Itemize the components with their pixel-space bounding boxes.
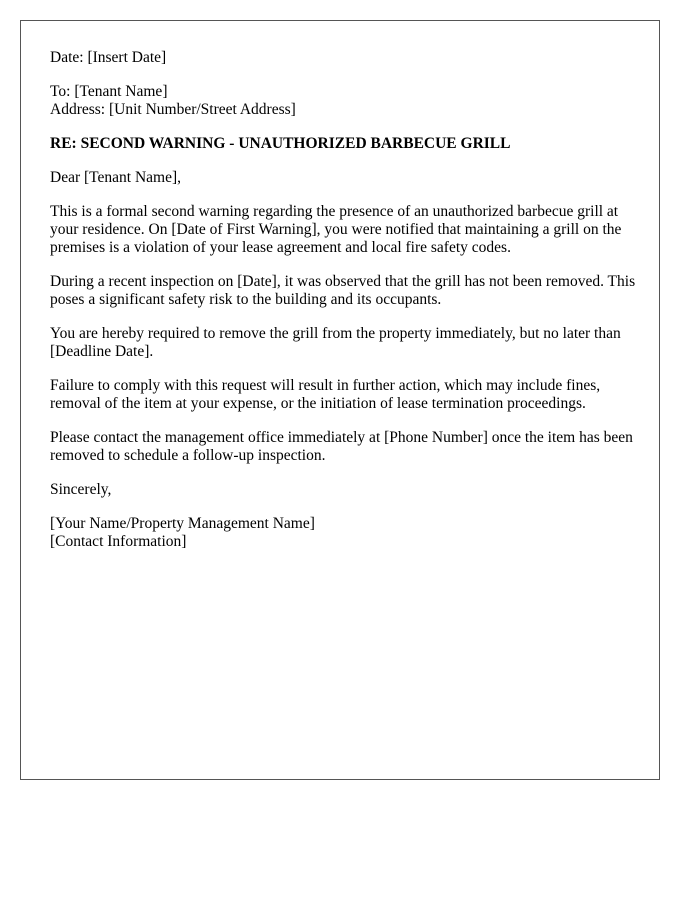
body-paragraph-5: Please contact the management office immediately at [Phone Number] once the item has been removed to schedule a follow-up inspection. [50, 429, 633, 464]
subject-line: RE: SECOND WARNING - UNAUTHORIZED BARBECUE GRILL [50, 135, 511, 152]
salutation: Dear [Tenant Name], [50, 169, 182, 186]
date-line: Date: [Insert Date] [50, 49, 167, 66]
signature-block [50, 515, 642, 551]
recipient-to-line: To: [Tenant Name] [50, 83, 168, 100]
signature-contact: [Contact Information] [50, 533, 187, 550]
closing: Sincerely, [50, 481, 112, 498]
letter-body [50, 49, 642, 567]
signature-name: [Your Name/Property Management Name] [50, 515, 315, 532]
body-paragraph-3: You are hereby required to remove the grill from the property immediately, but no later than [Deadline Date]. [50, 325, 621, 360]
body-paragraph-1: This is a formal second warning regarding the presence of an unauthorized barbecue grill at your residence. On [Date of First Warning], you were notified that maintaining a grill on the premises is a violation of your lease agreement and local fire safety codes. [50, 203, 622, 256]
body-paragraph-4: Failure to comply with this request will result in further action, which may include fines, removal of the item at your expense, or the initiation of lease termination proceedings. [50, 377, 601, 412]
letter-page [20, 20, 660, 780]
body-paragraph-2: During a recent inspection on [Date], it was observed that the grill has not been removed. This poses a significant safety risk to the building and its occupants. [50, 273, 636, 308]
recipient-block [50, 83, 642, 119]
recipient-address-line: Address: [Unit Number/Street Address] [50, 101, 296, 118]
